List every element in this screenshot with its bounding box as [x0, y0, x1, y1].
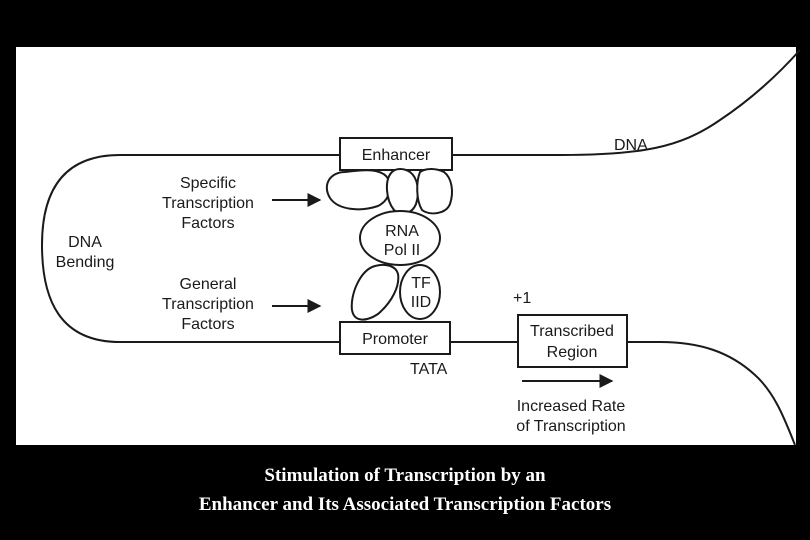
tata-label: TATA — [410, 361, 448, 378]
tfiid-label-line1: TF — [411, 275, 431, 292]
general-factor-blob — [352, 265, 399, 320]
dna-bending-line1: DNA — [68, 234, 102, 251]
dna-strand-bottom-right — [627, 342, 795, 445]
increased-rate-line2: of Transcription — [516, 418, 626, 435]
promoter-label: Promoter — [362, 331, 428, 348]
transcribed-label-line1: Transcribed — [530, 323, 614, 340]
general-factors-line1: General — [179, 276, 237, 293]
general-factors-line3: Factors — [181, 316, 235, 333]
general-factors-line2: Transcription — [162, 296, 254, 313]
caption-line-1: Stimulation of Transcription by an — [264, 465, 546, 486]
specific-factor-blob-1 — [327, 170, 390, 209]
transcribed-label-line2: Region — [546, 344, 598, 361]
rna-pol-label-line1: RNA — [385, 223, 419, 240]
plus-one-label: +1 — [513, 290, 532, 307]
specific-factors-line3: Factors — [181, 215, 235, 232]
rna-pol-label-line2: Pol II — [383, 242, 421, 259]
tfiid-label-line2: IID — [410, 294, 432, 311]
specific-factors-line1: Specific — [179, 175, 237, 192]
increased-rate-line1: Increased Rate — [516, 398, 626, 415]
dna-label: DNA — [614, 137, 648, 154]
dna-bending-line2: Bending — [55, 254, 115, 271]
enhancer-label: Enhancer — [361, 147, 431, 164]
specific-factor-blob-2 — [387, 169, 418, 213]
specific-factors-line2: Transcription — [162, 195, 254, 212]
caption-line-2: Enhancer and Its Associated Transcription Factors — [198, 494, 612, 515]
specific-factor-blob-3 — [417, 169, 452, 213]
